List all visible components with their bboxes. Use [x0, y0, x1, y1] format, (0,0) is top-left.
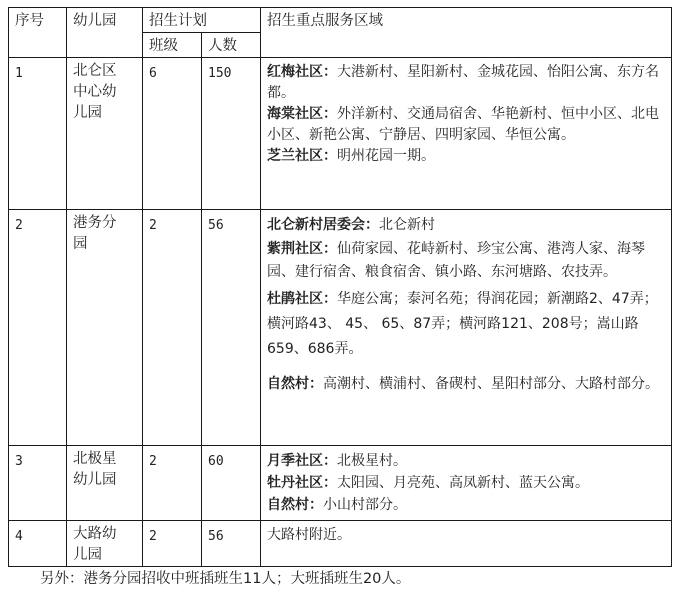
- table-row: [9, 446, 672, 521]
- cell-seq: 4: [9, 521, 67, 567]
- cell-service-area: [261, 446, 672, 521]
- community-text: 外洋新村、交通局宿舍、华艳新村、恒中小区、北电小区、新艳公寓、宁静居、四明家园、华恒公寓。: [267, 106, 659, 143]
- cell-count: 150: [202, 58, 261, 210]
- community-label: 紫荆社区：: [267, 240, 337, 257]
- header-seq: 序号: [9, 8, 67, 58]
- community-text: 北极星村。: [337, 453, 407, 469]
- table-row: [9, 58, 672, 210]
- community-text: 小山村部分。: [323, 497, 407, 513]
- community-label: 牡丹社区：: [267, 475, 337, 491]
- name-line: 北仑区: [73, 63, 117, 79]
- community-label: 芝兰社区：: [267, 148, 337, 164]
- community-label: 北仑新村居委会：: [267, 217, 379, 233]
- area-entry: [267, 287, 666, 362]
- community-label: 杜鹃社区：: [267, 290, 337, 307]
- header-service-area: 招生重点服务区域: [261, 8, 672, 58]
- area-entry: [267, 525, 666, 546]
- name-line: 中心幼: [73, 84, 117, 100]
- header-plan-classes: 班级: [143, 33, 202, 58]
- name-line: 幼儿园: [73, 472, 117, 488]
- area-entry: [267, 146, 666, 167]
- name-line: 园: [73, 236, 88, 252]
- name-line: 儿园: [73, 105, 102, 121]
- table-row: [9, 521, 672, 567]
- cell-service-area: [261, 58, 672, 210]
- footnote: 另外：港务分园招收中班插班生11人；大班插班生20人。: [40, 571, 411, 587]
- cell-kindergarten: [67, 521, 143, 567]
- community-label: 红梅社区：: [267, 64, 337, 80]
- community-text: 仙荷家园、花峙新村、珍宝公寓、港湾人家、海琴园、建行宿舍、粮食宿舍、镇小路、东河塘路、农技弄。: [267, 240, 645, 280]
- area-entry: [267, 472, 666, 494]
- community-text: 大路村附近。: [267, 527, 351, 543]
- name-line: 大路幼: [73, 526, 117, 542]
- cell-kindergarten: [67, 446, 143, 521]
- community-text: 明州花园一期。: [337, 148, 435, 164]
- area-entry: [267, 62, 666, 104]
- cell-classes: 6: [143, 58, 202, 210]
- area-entry: [267, 238, 666, 285]
- cell-seq: 3: [9, 446, 67, 521]
- community-label: 海棠社区：: [267, 106, 337, 122]
- community-text: 北仑新村: [379, 217, 435, 233]
- community-text: 高潮村、横浦村、备碶村、星阳村部分、大路村部分。: [323, 375, 659, 392]
- table-row: [9, 210, 672, 446]
- cell-classes: 2: [143, 446, 202, 521]
- area-entry: [267, 214, 666, 238]
- cell-kindergarten: [67, 58, 143, 210]
- cell-seq: 1: [9, 58, 67, 210]
- cell-service-area: [261, 210, 672, 446]
- community-text: 华庭公寓；泰河名苑；得润花园；新潮路2、47弄；横河路43、 45、 65、87弄；横河路121、208号；嵩山路659、686弄。: [267, 290, 658, 357]
- name-line: 北极星: [73, 451, 117, 467]
- cell-count: 56: [202, 210, 261, 446]
- cell-kindergarten: [67, 210, 143, 446]
- area-entry: [267, 104, 666, 146]
- cell-count: 60: [202, 446, 261, 521]
- enrollment-table: [8, 7, 672, 567]
- community-label: 月季社区：: [267, 453, 337, 469]
- name-line: 儿园: [73, 547, 102, 563]
- community-text: 大港新村、星阳新村、金城花园、怡阳公寓、东方名都。: [267, 64, 659, 101]
- area-entry: [267, 450, 666, 472]
- community-label: 自然村：: [267, 375, 323, 392]
- header-row: [9, 8, 672, 33]
- cell-count: 56: [202, 521, 261, 567]
- community-text: 太阳园、月亮苑、高凤新村、蓝天公寓。: [337, 475, 589, 491]
- header-kindergarten: 幼儿园: [67, 8, 143, 58]
- cell-classes: 2: [143, 210, 202, 446]
- area-entry: [267, 368, 666, 401]
- cell-classes: 2: [143, 521, 202, 567]
- area-entry: [267, 494, 666, 516]
- name-line: 港务分: [73, 215, 117, 231]
- cell-service-area: [261, 521, 672, 567]
- header-plan-count: 人数: [202, 33, 261, 58]
- header-plan: 招生计划: [143, 8, 261, 33]
- cell-seq: 2: [9, 210, 67, 446]
- community-label: 自然村：: [267, 497, 323, 513]
